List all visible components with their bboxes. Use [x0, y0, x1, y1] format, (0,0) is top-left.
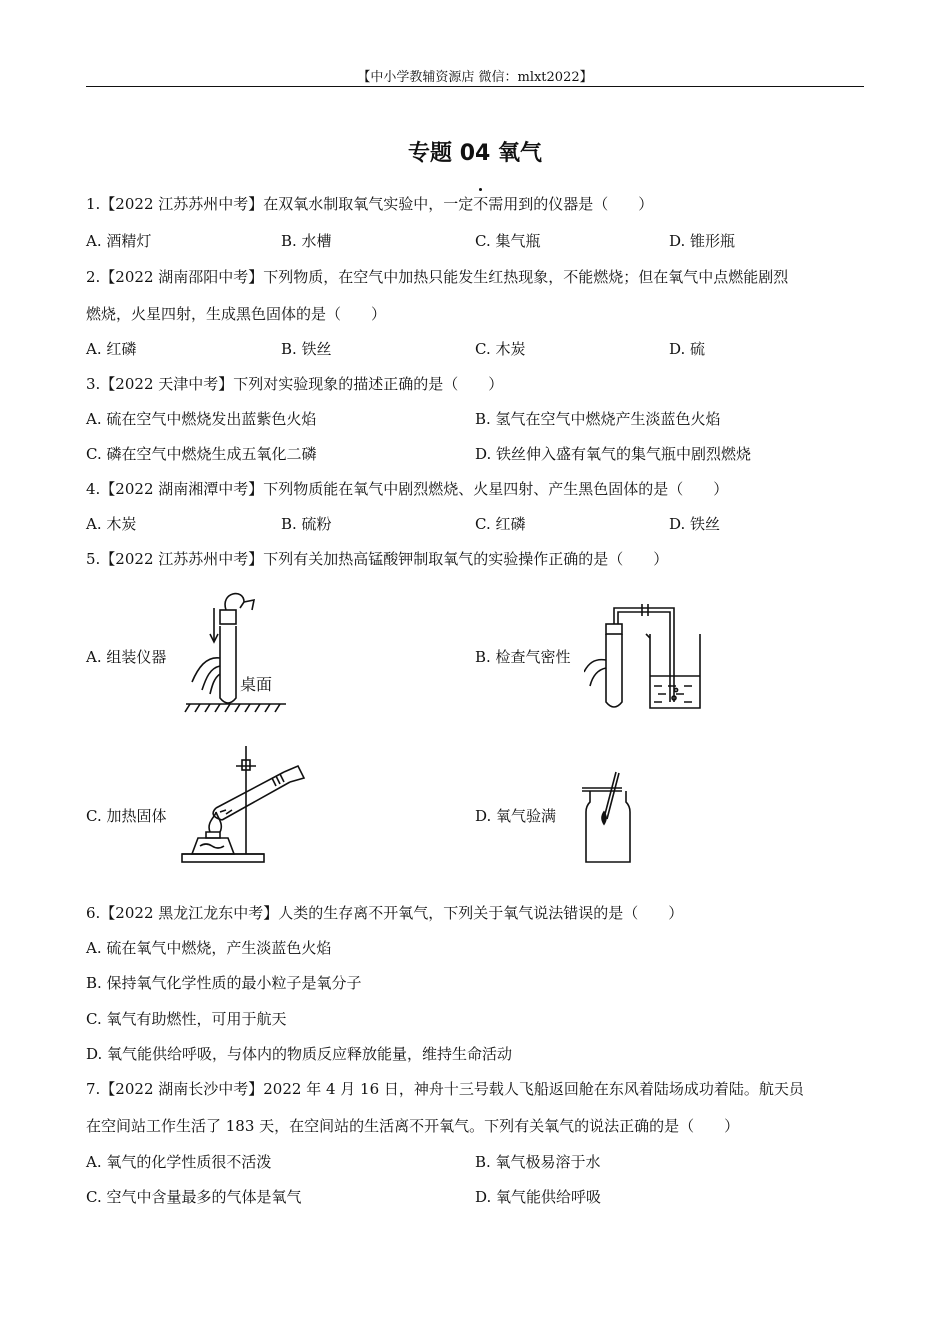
question-6-stem: 6.【2022 黑龙江龙东中考】人类的生存离不开氧气，下列关于氧气说法错误的是（ ） [86, 904, 684, 922]
q3-option-b[interactable]: B. 氢气在空气中燃烧产生淡蓝色火焰 [475, 410, 721, 428]
q1-stem-pre: 1.【2022 江苏苏州中考】在双氧水制取氧气实验中，一定 [86, 195, 474, 213]
question-4-stem: 4.【2022 湖南湘潭中考】下列物质能在氧气中剧烈燃烧、火星四射、产生黑色固体的是（ ） [86, 480, 729, 498]
q2-option-c[interactable]: C. 木炭 [475, 340, 526, 358]
q3-option-d[interactable]: D. 铁丝伸入盛有氧气的集气瓶中剧烈燃烧 [475, 445, 752, 463]
q1-option-b[interactable]: B. 水槽 [281, 232, 332, 250]
question-2-stem-line2: 燃烧，火星四射，生成黑色固体的是（ ） [86, 305, 387, 323]
q4-option-b[interactable]: B. 硫粉 [281, 515, 332, 533]
question-3-stem: 3.【2022 天津中考】下列对实验现象的描述正确的是（ ） [86, 375, 504, 393]
question-7-stem-line1: 7.【2022 湖南长沙中考】2022 年 4 月 16 日，神舟十三号载人飞船返回舱在东风着陆场成功着陆。航天员 [86, 1080, 804, 1098]
figure-a-label: 桌面 [240, 675, 273, 694]
q4-option-d[interactable]: D. 铁丝 [669, 515, 721, 533]
q1-stem-post: 需用到的仪器是（ ） [488, 195, 654, 213]
q2-option-d[interactable]: D. 硫 [669, 340, 706, 358]
question-2-stem-line1: 2.【2022 湖南邵阳中考】下列物质，在空气中加热只能发生红热现象，不能燃烧；但在氧气中点燃能剧烈 [86, 268, 789, 286]
page-title: 专题 04 氧气 [408, 141, 542, 166]
figure-oxygen-full-test [582, 766, 636, 866]
question-7-stem-line2: 在空间站工作生活了 183 天，在空间站的生活离不开氧气。下列有关氧气的说法正确的是（ ） [86, 1117, 740, 1135]
page-header: 【中小学教辅资源店 微信：mlxt2022】 [357, 70, 593, 85]
q5-option-a[interactable]: A. 组装仪器 [86, 648, 167, 666]
q2-option-b[interactable]: B. 铁丝 [281, 340, 332, 358]
q1-emphasis-mark: 不 [473, 195, 489, 213]
q4-option-c[interactable]: C. 红磷 [475, 515, 526, 533]
q6-option-c[interactable]: C. 氧气有助燃性，可用于航天 [86, 1010, 287, 1028]
header-divider [86, 86, 864, 87]
q6-option-d[interactable]: D. 氧气能供给呼吸，与体内的物质反应释放能量，维持生命活动 [86, 1045, 513, 1063]
figure-check-airtightness [584, 594, 708, 714]
figure-assemble-apparatus [184, 586, 288, 714]
q2-option-a[interactable]: A. 红磷 [86, 340, 137, 358]
figure-heat-solid [176, 742, 310, 868]
q5-option-c[interactable]: C. 加热固体 [86, 807, 167, 825]
q5-option-d[interactable]: D. 氧气验满 [475, 807, 557, 825]
q7-option-d[interactable]: D. 氧气能供给呼吸 [475, 1188, 602, 1206]
q6-option-a[interactable]: A. 硫在氧气中燃烧，产生淡蓝色火焰 [86, 939, 332, 957]
q1-option-a[interactable]: A. 酒精灯 [86, 232, 152, 250]
q7-option-c[interactable]: C. 空气中含量最多的气体是氧气 [86, 1188, 302, 1206]
q7-option-a[interactable]: A. 氧气的化学性质很不活泼 [86, 1153, 272, 1171]
q6-option-b[interactable]: B. 保持氧气化学性质的最小粒子是氧分子 [86, 974, 362, 992]
q3-option-a[interactable]: A. 硫在空气中燃烧发出蓝紫色火焰 [86, 410, 317, 428]
question-1-stem [86, 193, 653, 214]
q1-option-d[interactable]: D. 锥形瓶 [669, 232, 736, 250]
q7-option-b[interactable]: B. 氧气极易溶于水 [475, 1153, 601, 1171]
question-5-stem: 5.【2022 江苏苏州中考】下列有关加热高锰酸钾制取氧气的实验操作正确的是（ ） [86, 550, 669, 568]
q4-option-a[interactable]: A. 木炭 [86, 515, 137, 533]
q3-option-c[interactable]: C. 磷在空气中燃烧生成五氧化二磷 [86, 445, 317, 463]
q1-option-c[interactable]: C. 集气瓶 [475, 232, 541, 250]
q5-option-b[interactable]: B. 检查气密性 [475, 648, 571, 666]
